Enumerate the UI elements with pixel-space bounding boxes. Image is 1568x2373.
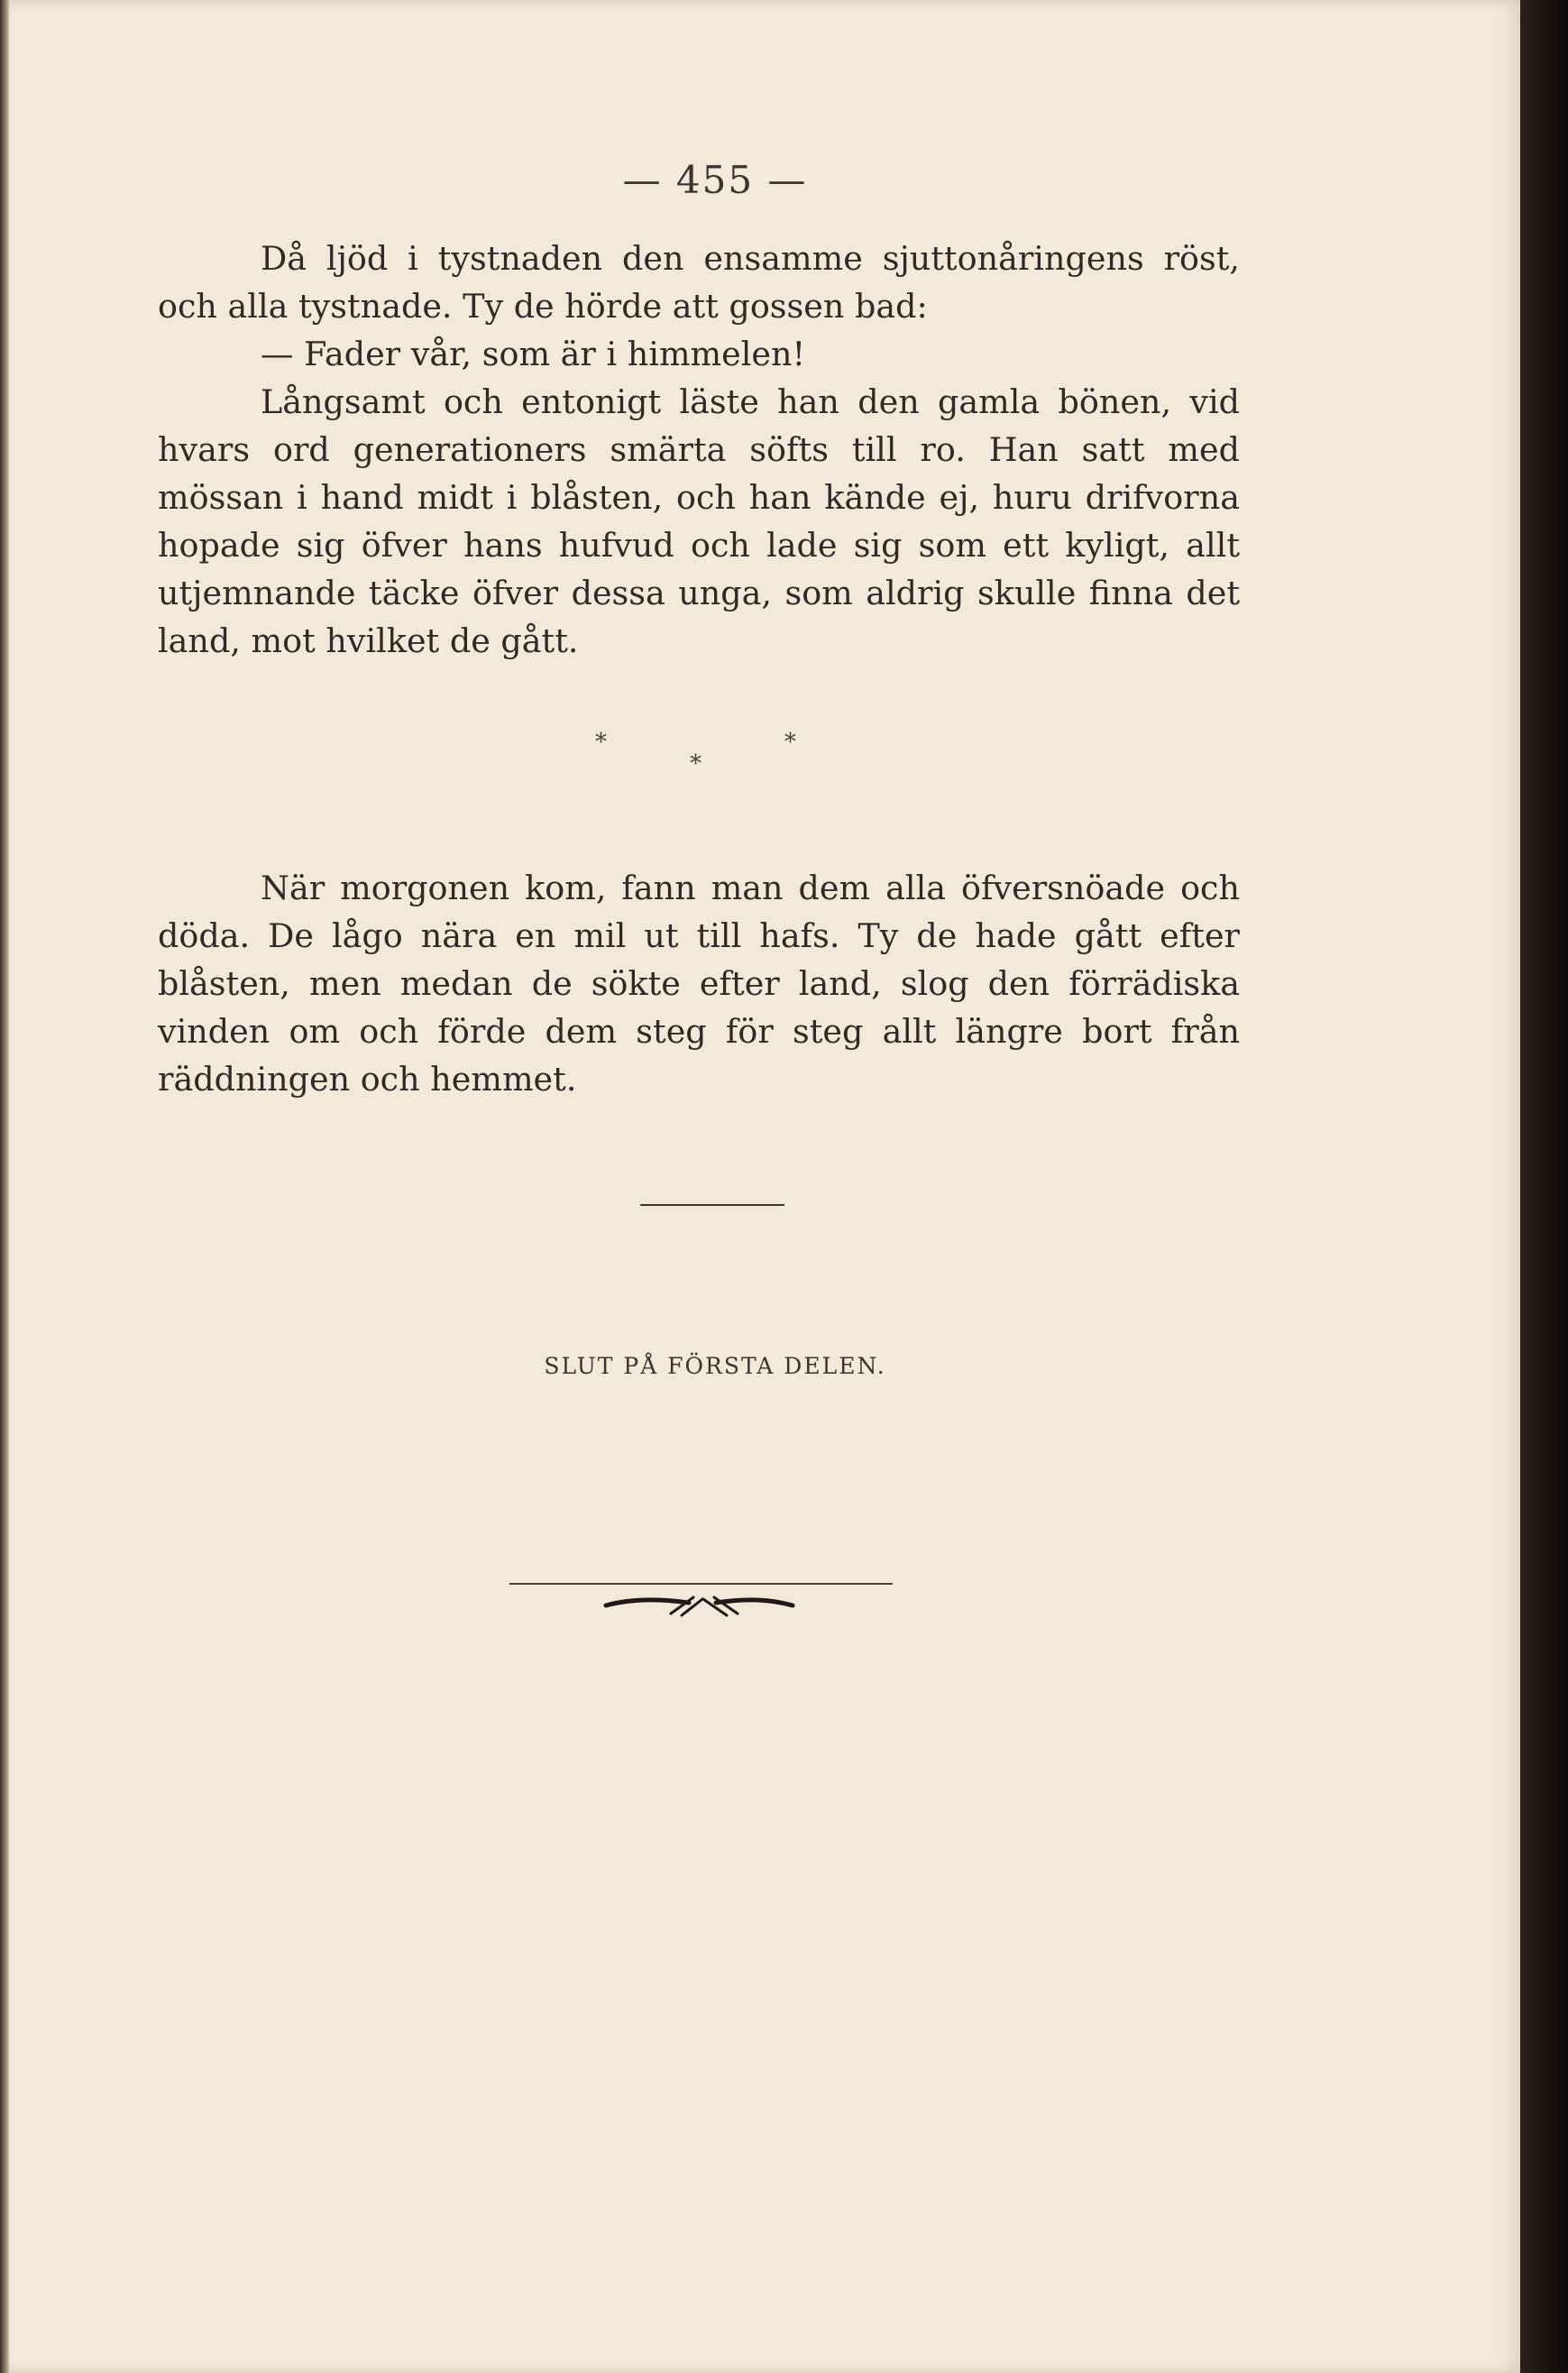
asterism-star-left: * <box>595 729 607 756</box>
section-rule <box>640 1204 784 1206</box>
end-ornament-icon <box>602 1591 796 1627</box>
asterism-star-right: * <box>784 729 796 756</box>
end-rule <box>509 1583 893 1585</box>
paragraph-1: Då ljöd i tystnaden den ensamme sjuttonåringens röst, och alla tystnade. Ty de hörde att gossen bad: <box>158 239 1240 326</box>
closing-line: SLUT PÅ FÖRSTA DELEN. <box>544 1353 886 1379</box>
asterism-divider <box>577 729 812 783</box>
asterism-star-bottom: * <box>690 750 701 777</box>
text-block-bottom <box>158 864 1240 1103</box>
paragraph-2: — Fader vår, som är i himmelen! <box>261 335 806 373</box>
paragraph-4: När morgonen kom, fann man dem alla öfversnöade och döda. De lågo nära en mil ut till hafs. Ty de hade gått efter blåsten, men medan de sökte efter land, slog den förrädiska vinden om och förde dem steg för steg allt längre bort från räddningen och hemmet. <box>158 869 1240 1099</box>
page-number: — 455 — <box>622 158 808 202</box>
page-left-edge <box>0 0 9 2373</box>
text-block-top <box>158 235 1240 665</box>
page-right-edge <box>1520 0 1568 2373</box>
paragraph-3: Långsamt och entonigt läste han den gamla bönen, vid hvars ord generationers smärta söfts till ro. Han satt med mössan i hand midt i blåsten, och han kände ej, huru drifvorna hopade sig öfver hans hufvud och lade sig som ett kyligt, allt utjemnande täcke öfver dessa unga, som aldrig skulle finna det land, mot hvilket de gått. <box>158 382 1240 660</box>
